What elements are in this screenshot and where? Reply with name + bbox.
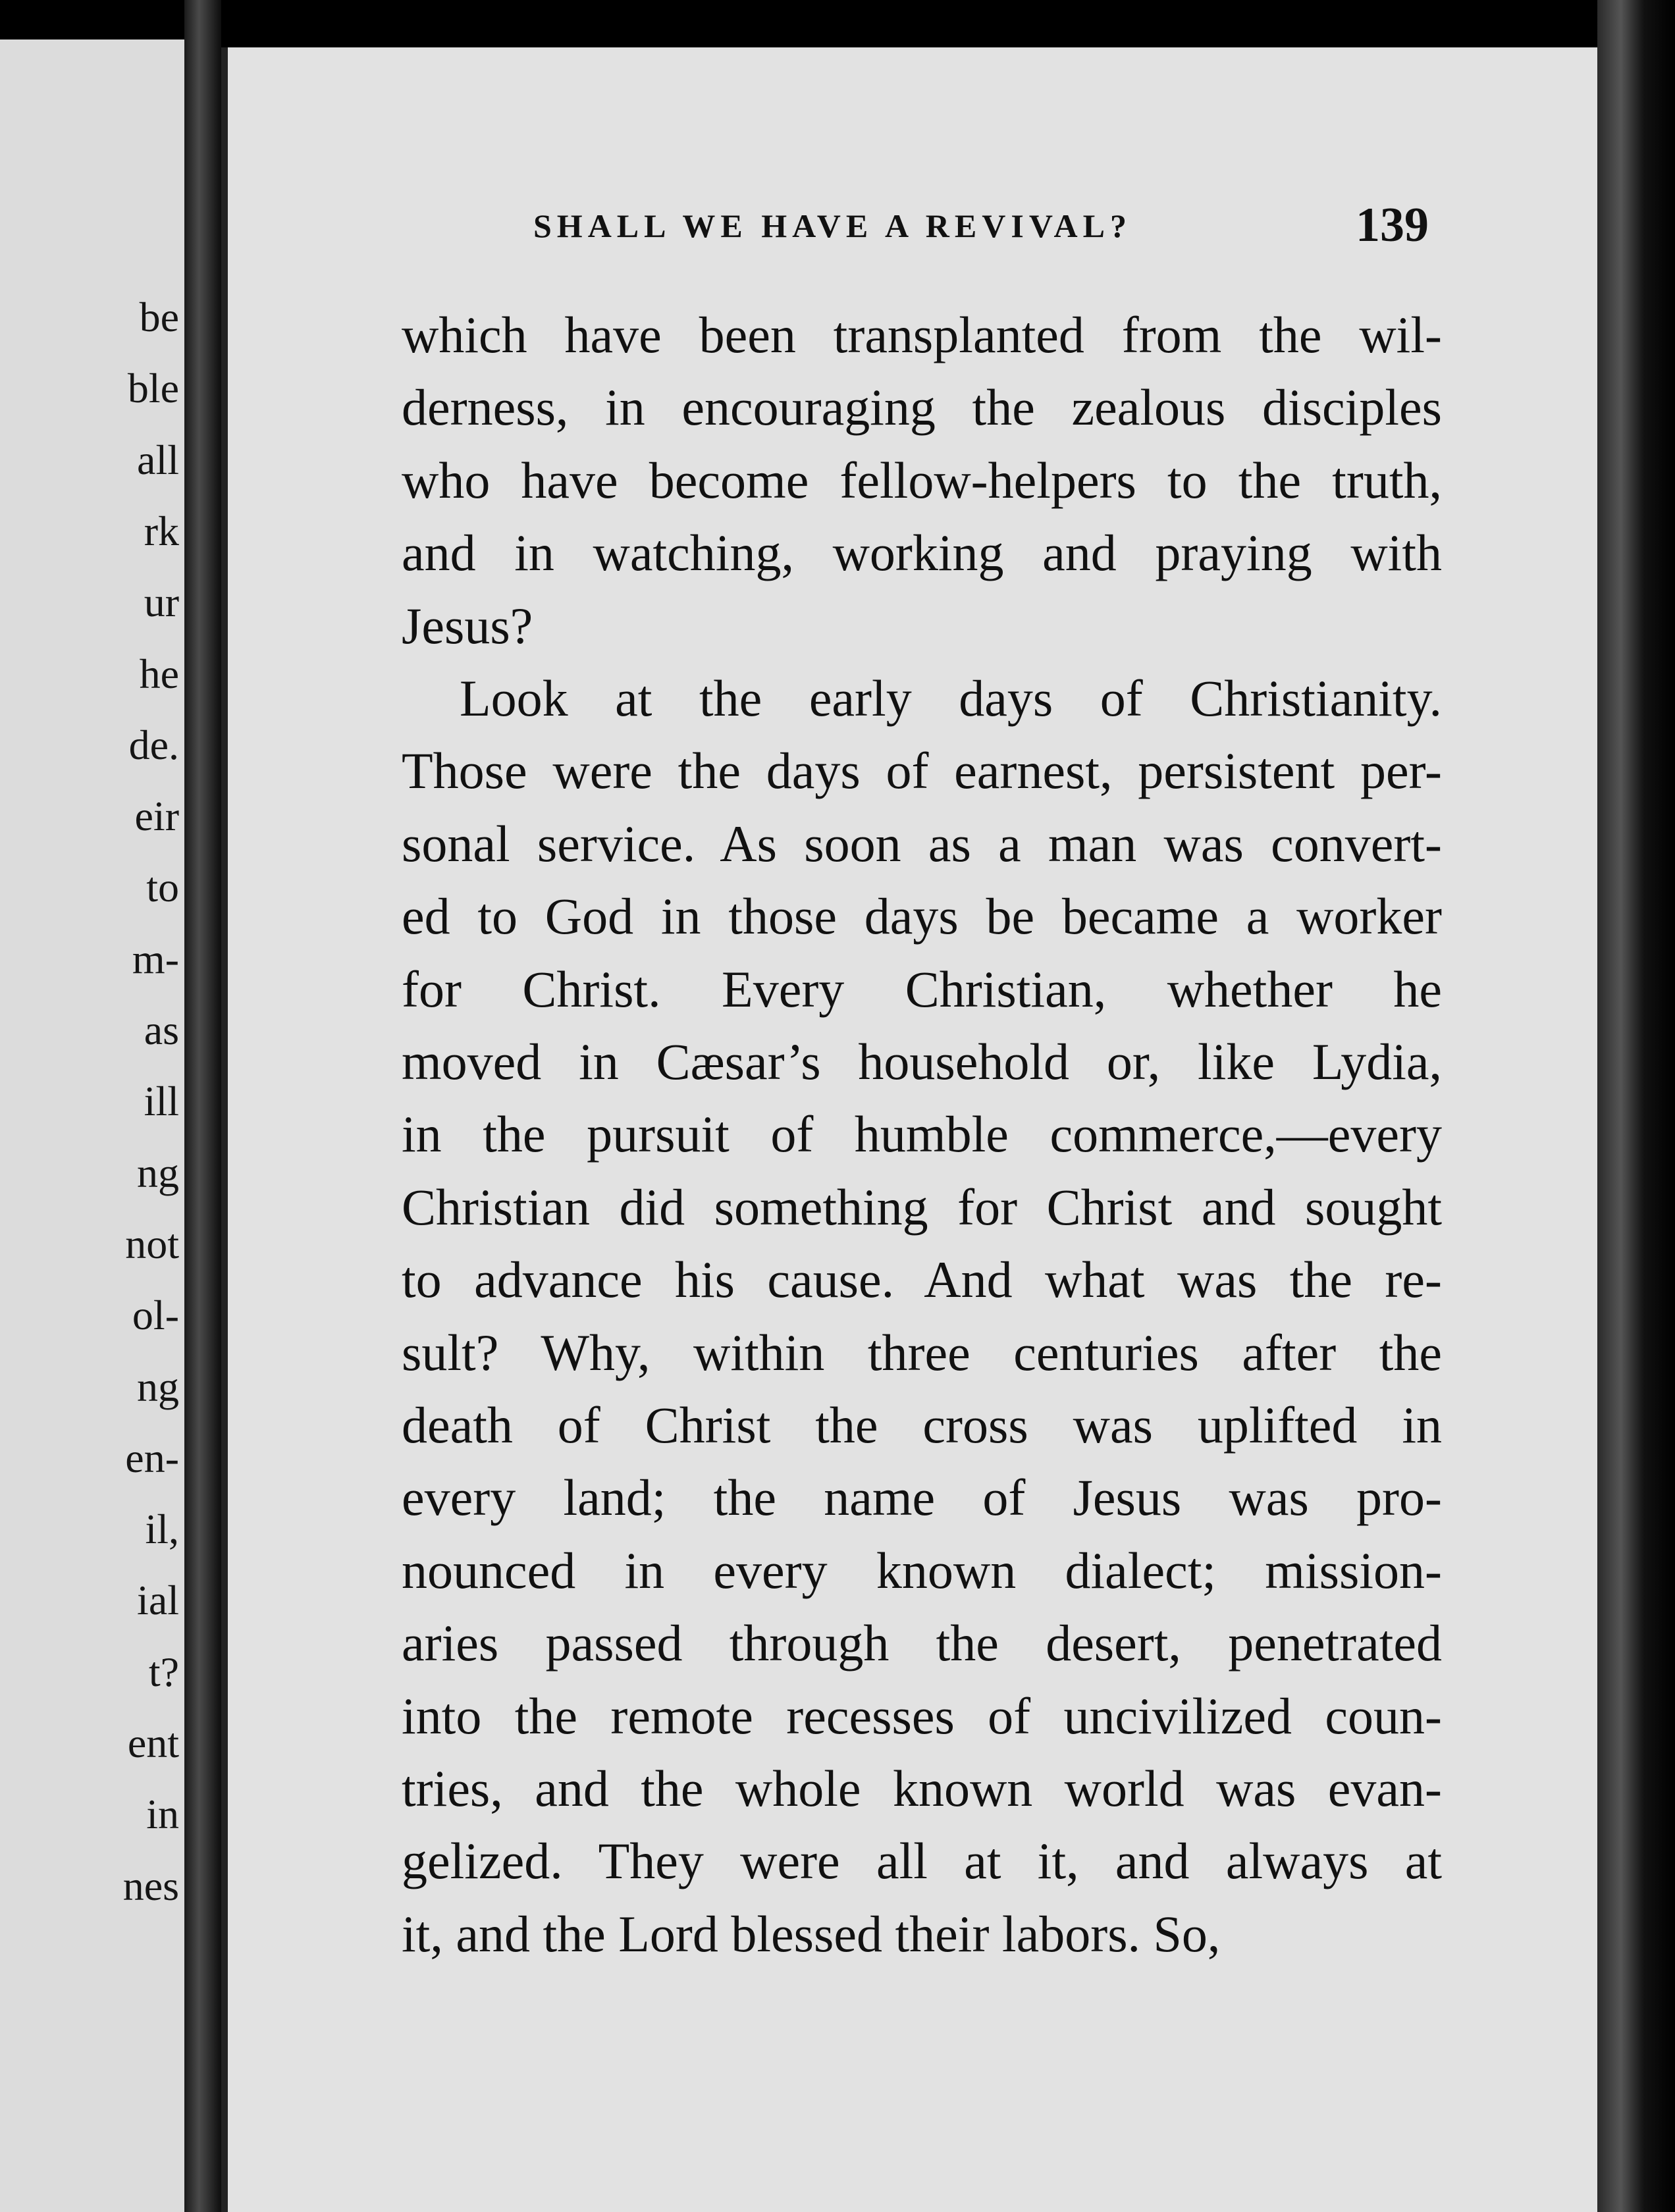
facing-page-fragment: eir: [134, 793, 179, 840]
facing-page-fragment: as: [144, 1007, 179, 1053]
facing-page-fragment: ng: [137, 1363, 179, 1410]
text-line: aries passed through the desert, penetrated: [402, 1614, 1442, 1672]
facing-page-fragment: all: [137, 436, 179, 483]
text-line: Look at the early days of Christianity.: [460, 670, 1442, 727]
text-line: Christian did something for Christ and sought: [402, 1178, 1442, 1236]
facing-page-fragment: not: [125, 1220, 179, 1267]
facing-page-fragment: rk: [144, 507, 179, 554]
facing-page-fragment: il,: [145, 1506, 179, 1553]
facing-page-fragment: ent: [127, 1720, 179, 1766]
text-line: it, and the Lord blessed their labors. So,: [402, 1905, 1221, 1962]
text-line: into the remote recesses of uncivilized coun-: [402, 1687, 1442, 1745]
facing-page-fragment: en-: [125, 1434, 179, 1481]
facing-page-fragment: ble: [127, 365, 179, 412]
book-gutter: [184, 0, 221, 2212]
page-edge: [1597, 0, 1675, 2212]
text-line: death of Christ the cross was uplifted in: [402, 1396, 1442, 1454]
facing-page-fragment: de.: [128, 721, 179, 768]
text-line: which have been transplanted from the wil-: [402, 306, 1442, 363]
text-line: sonal service. As soon as a man was convert-: [402, 814, 1442, 872]
facing-page-fragment: ill: [144, 1078, 179, 1125]
text-line: tries, and the whole known world was evan-: [402, 1760, 1442, 1817]
text-line: who have become fellow-helpers to the truth,: [402, 451, 1442, 509]
text-line: and in watching, working and praying with: [402, 524, 1442, 582]
facing-page-fragment: he: [139, 650, 179, 697]
facing-page-fragment: be: [139, 294, 179, 340]
running-head: [533, 198, 1429, 257]
facing-page: [0, 40, 184, 2212]
facing-page-fragment: ng: [137, 1149, 179, 1196]
facing-page-fragment: ial: [137, 1577, 179, 1624]
text-line: for Christ. Every Christian, whether he: [402, 960, 1442, 1018]
facing-page-fragment: ur: [144, 579, 179, 626]
facing-page-fragment: m-: [132, 935, 179, 982]
facing-page-fragment: t?: [148, 1648, 179, 1695]
page-number: 139: [1356, 198, 1429, 252]
running-head-title: SHALL WE HAVE A REVIVAL?: [533, 207, 1132, 244]
text-line: Jesus?: [402, 596, 533, 654]
text-line: derness, in encouraging the zealous disciples: [402, 379, 1442, 436]
text-line: every land; the name of Jesus was pro-: [402, 1469, 1442, 1527]
text-line: Those were the days of earnest, persistent per-: [402, 742, 1442, 800]
facing-page-fragment: nes: [122, 1862, 179, 1909]
text-line: gelized. They were all at it, and always at: [402, 1832, 1442, 1890]
text-line: to advance his cause. And what was the re-: [402, 1251, 1442, 1309]
facing-page-fragment: in: [146, 1791, 179, 1838]
text-line: nounced in every known dialect; mission-: [402, 1541, 1442, 1599]
text-line: in the pursuit of humble commerce,—every: [402, 1105, 1442, 1163]
text-line: sult? Why, within three centuries after the: [402, 1323, 1442, 1381]
facing-page-fragment: to: [146, 864, 179, 911]
facing-page-fragment: ol-: [132, 1292, 179, 1339]
text-line: ed to God in those days be became a worker: [402, 887, 1442, 945]
text-line: moved in Cæsar’s household or, like Lydia,: [402, 1033, 1442, 1090]
